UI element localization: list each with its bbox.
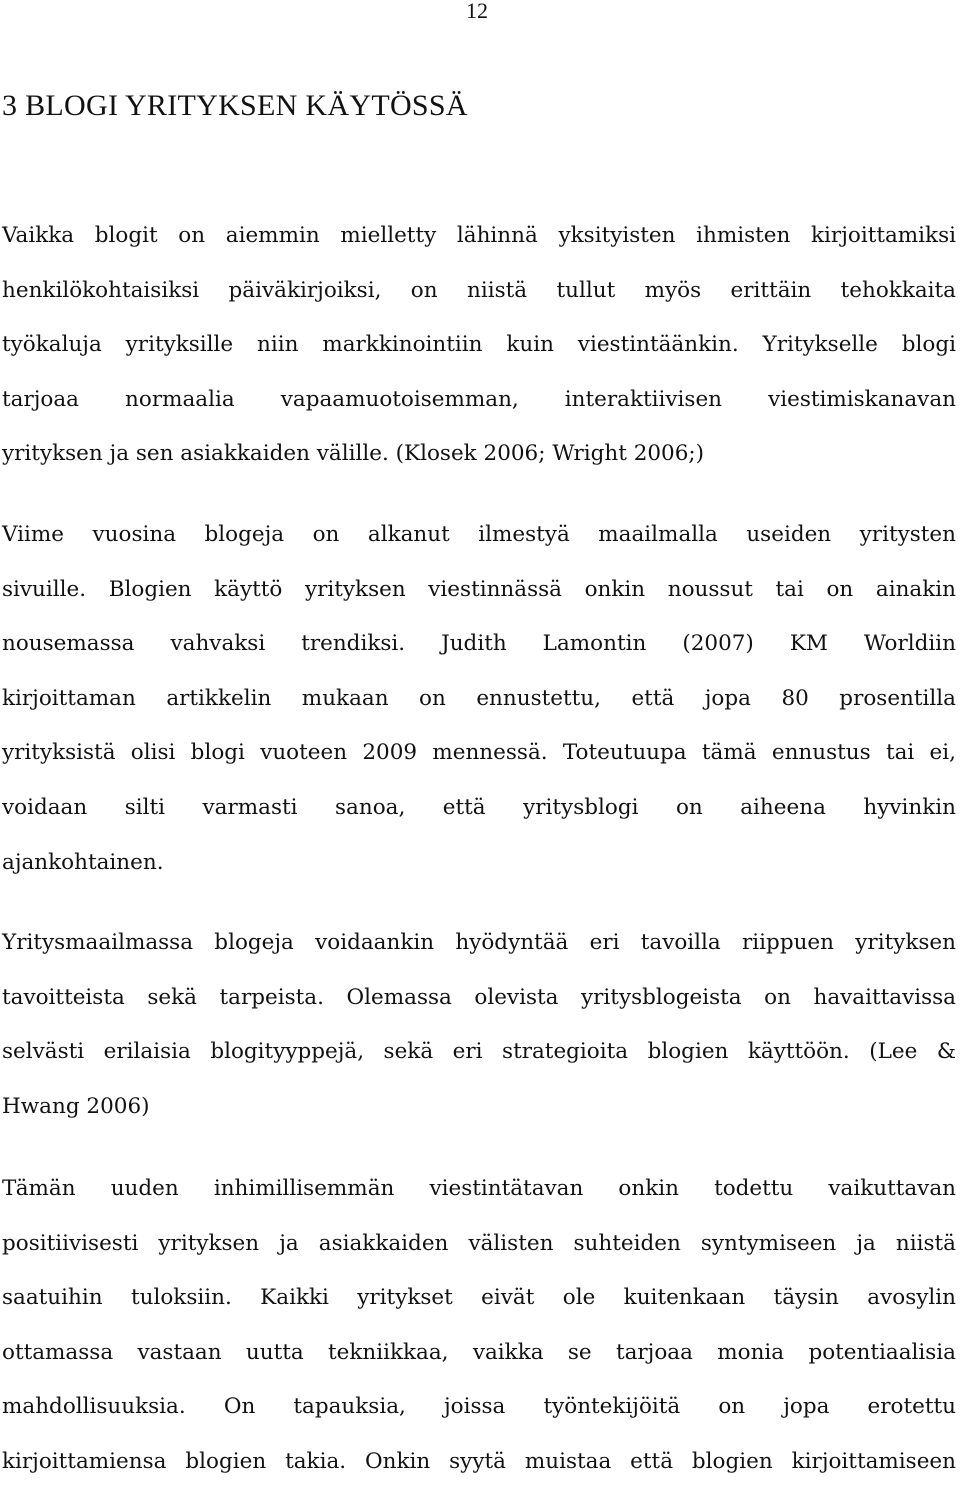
text-line: mahdollisuuksia. On tapauksia, joissa työntekijöitä on jopa erotettu — [2, 1394, 956, 1420]
text-line: Hwang 2006) — [2, 1093, 150, 1119]
body-paragraph-2 — [2, 508, 956, 890]
body-paragraph-3 — [2, 916, 956, 1134]
chapter-title: 3 BLOGI YRITYKSEN KÄYTÖSSÄ — [2, 89, 468, 122]
text-line: yrityksen ja sen asiakkaiden välille. (Klosek 2006; Wright 2006;) — [2, 441, 705, 467]
text-line: kirjoittamiensa blogien takia. Onkin syytä muistaa että blogien kirjoittamiseen — [2, 1448, 956, 1474]
text-line: tarjoaa normaalia vapaamuotoisemman, interaktiivisen viestimiskanavan — [2, 386, 956, 412]
text-line: voidaan silti varmasti sanoa, että yritysblogi on aiheena hyvinkin — [2, 794, 956, 820]
text-line: Vaikka blogit on aiemmin mielletty lähinnä yksityisten ihmisten kirjoittamiksi — [2, 223, 956, 248]
text-line: saatuihin tuloksiin. Kaikki yritykset eivät ole kuitenkaan täysin avosylin — [2, 1285, 956, 1311]
text-line: yrityksistä olisi blogi vuoteen 2009 mennessä. Toteutuupa tämä ennustus tai ei, — [2, 740, 956, 766]
text-line: Yritysmaailmassa blogeja voidaankin hyödyntää eri tavoilla riippuen yrityksen — [2, 930, 956, 955]
text-line: kirjoittaman artikkelin mukaan on ennustettu, että jopa 80 prosentilla — [2, 685, 956, 711]
text-line: työkaluja yrityksille niin markkinointiin kuin viestintäänkin. Yritykselle blogi — [2, 332, 956, 358]
text-line: Viime vuosina blogeja on alkanut ilmestyä maailmalla useiden yritysten — [2, 522, 956, 547]
text-line: ajankohtainen. — [2, 849, 164, 875]
text-line: Tämän uuden inhimillisemmän viestintätavan onkin todettu vaikuttavan — [2, 1176, 956, 1201]
text-line: sivuille. Blogien käyttö yrityksen viestinnässä onkin noussut tai on ainakin — [2, 576, 956, 602]
body-paragraph-4 — [2, 1162, 956, 1490]
body-paragraph-1 — [2, 209, 956, 482]
text-line: ottamassa vastaan uutta tekniikkaa, vaikka se tarjoaa monia potentiaalisia — [2, 1339, 956, 1365]
text-line: selvästi erilaisia blogityyppejä, sekä eri strategioita blogien käyttöön. (Lee & — [2, 1039, 956, 1065]
text-line: positiivisesti yrityksen ja asiakkaiden välisten suhteiden syntymiseen ja niistä — [2, 1230, 956, 1256]
text-line: tavoitteista sekä tarpeista. Olemassa olevista yritysblogeista on havaittavissa — [2, 984, 956, 1010]
page-number: 12 — [466, 0, 488, 23]
text-line: nousemassa vahvaksi trendiksi. Judith Lamontin (2007) KM Worldiin — [2, 631, 956, 657]
text-line: henkilökohtaisiksi päiväkirjoiksi, on niistä tullut myös erittäin tehokkaita — [2, 277, 956, 303]
